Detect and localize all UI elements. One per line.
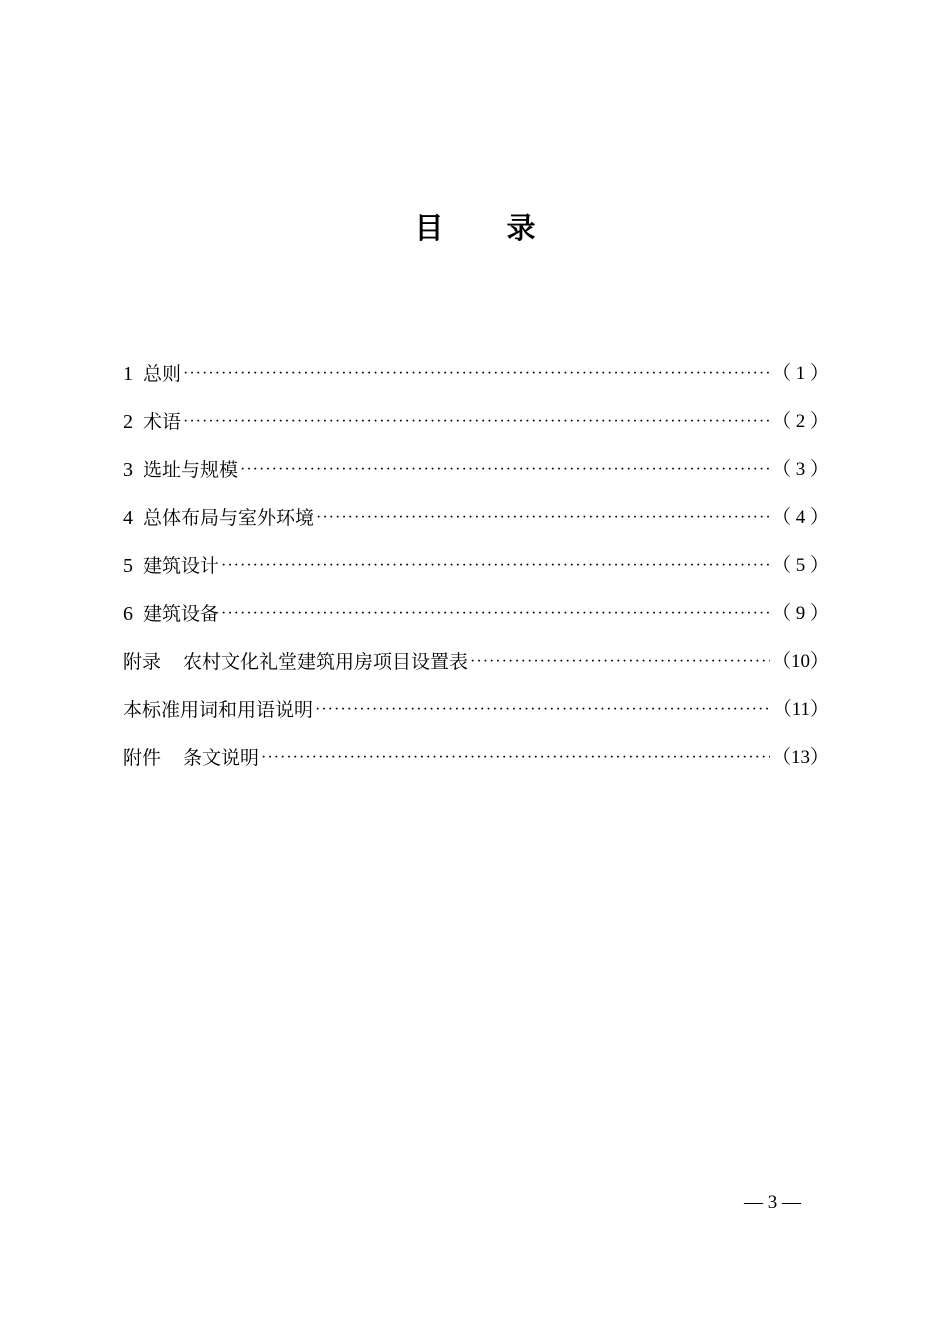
toc-entry[interactable] xyxy=(123,734,829,782)
toc-entry-page: （ 5 ） xyxy=(771,555,829,576)
toc-dot-leader xyxy=(183,398,770,446)
toc-dot-leader xyxy=(221,542,770,590)
toc-dot-leader xyxy=(315,686,771,734)
toc-entry-title: 建筑设计 xyxy=(143,555,220,577)
toc-entry-page: （13） xyxy=(771,747,829,768)
toc-entry[interactable] xyxy=(123,638,829,686)
toc-entry-page: （ 2 ） xyxy=(771,411,829,432)
toc-entry[interactable] xyxy=(123,494,829,542)
toc-entry-title: 总则 xyxy=(143,363,182,385)
toc-entry-title: 术语 xyxy=(143,411,182,433)
title-char: 录 xyxy=(506,211,536,245)
page-number: — 3 — xyxy=(744,1192,801,1213)
toc-entry-title: 建筑设备 xyxy=(143,603,220,625)
toc-entry[interactable] xyxy=(123,398,829,446)
toc-entry-page: （ 3 ） xyxy=(771,459,829,480)
toc-entry-prefix: 附录 xyxy=(123,651,162,673)
toc-dot-leader xyxy=(261,734,770,782)
toc-entry-prefix: 附件 xyxy=(123,747,162,769)
toc-entry-number: 1 xyxy=(123,363,133,385)
toc-dot-leader xyxy=(240,446,770,494)
toc-entry-page: （10） xyxy=(771,651,829,672)
toc-entry-title: 选址与规模 xyxy=(143,459,239,481)
toc-entry-number: 4 xyxy=(123,507,133,529)
toc-entry-number: 5 xyxy=(123,555,133,577)
toc-entry-number: 6 xyxy=(123,603,133,625)
toc-entry-page: （ 4 ） xyxy=(771,507,829,528)
toc-dot-leader xyxy=(221,590,770,638)
toc-entry-title: 条文说明 xyxy=(183,747,260,769)
toc-entry[interactable] xyxy=(123,446,829,494)
toc-dot-leader xyxy=(183,350,770,398)
page-title xyxy=(0,208,950,248)
toc-entry-title: 农村文化礼堂建筑用房项目设置表 xyxy=(183,651,469,673)
toc-entry-number: 3 xyxy=(123,459,133,481)
title-char: 目 xyxy=(414,211,444,245)
table-of-contents xyxy=(123,350,829,782)
toc-entry[interactable] xyxy=(123,350,829,398)
toc-entry-page: （ 1 ） xyxy=(771,363,829,384)
toc-entry[interactable] xyxy=(123,686,829,734)
toc-entry[interactable] xyxy=(123,542,829,590)
toc-entry-page: （11） xyxy=(772,699,829,720)
toc-entry[interactable] xyxy=(123,590,829,638)
toc-entry-title: 总体布局与室外环境 xyxy=(143,507,315,529)
toc-entry-number: 2 xyxy=(123,411,133,433)
toc-dot-leader xyxy=(470,638,770,686)
toc-dot-leader xyxy=(316,494,770,542)
toc-entry-page: （ 9 ） xyxy=(771,603,829,624)
toc-entry-title: 本标准用词和用语说明 xyxy=(123,699,314,721)
